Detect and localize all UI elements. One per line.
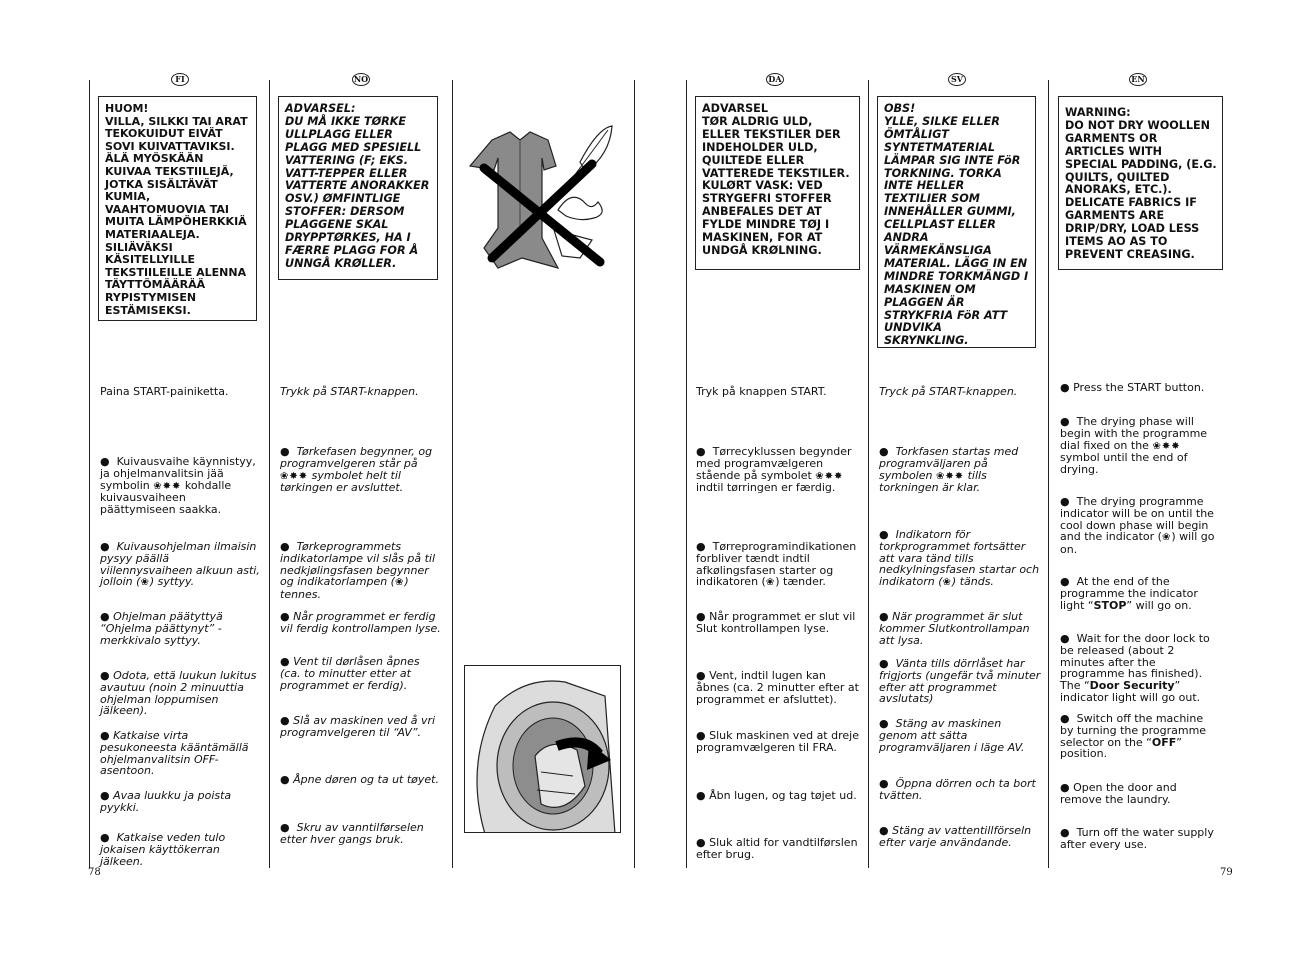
instruction-press-start: ● Press the START button.	[1060, 382, 1220, 394]
instruction-drying-phase: ● The drying phase will begin with the programme dial fixed on the ❀✸✸ symbol until the end of drying.	[1060, 416, 1220, 476]
language-marker-sv: SV	[948, 73, 966, 86]
instruction-switch-off: ● Slå av maskinen ved å vri programvelgeren til “AV”.	[280, 715, 442, 739]
warning-text: WARNING: DO NOT DRY WOOLLEN GARMENTS OR ARTICLES WITH SPECIAL PADDING, (E.G. QUILTS, QUILTED ANORAKS, ETC.). DELICATE FABRICS IF GARMENTS ARE DRIP/DRY, LOAD LESS ITEMS AO AS TO PREVENT CREASING.	[1065, 106, 1217, 261]
instruction-switch-off: ● Katkaise virta pesukoneesta kääntämällä ohjelmanvalitsin OFF-asentoon.	[100, 730, 260, 777]
dial-symbol-icon: ❀✸✸	[1152, 440, 1181, 452]
instruction-cool-down: ● Kuivausohjelman ilmaisin pysyy päällä viilennysvaiheen alkuun asti, jolloin (❀) syttyy.	[100, 541, 260, 589]
fan-symbol-icon: ❀	[942, 577, 952, 589]
instruction-drying-phase: ● Tørkefasen begynner, og programvelgeren står på ❀✸✸ symbolet helt til tørkingen er avsluttet.	[280, 446, 442, 494]
no-dry-garments-figure	[462, 118, 622, 276]
dial-symbol-icon: ❀✸✸	[815, 470, 844, 482]
instruction-drying-phase: ● Tørrecyklussen begynder med programvælgeren stående på symbolet ❀✸✸ indtil tørringen er færdig.	[696, 446, 861, 494]
column-divider	[634, 80, 635, 868]
instruction-cool-down: ● Indikatorn för torkprogrammet fortsätter att vara tänd tills nedkylningsfasen startar och indikatorn (❀) tänds.	[879, 529, 1041, 589]
instruction-end: ● At the end of the programme the indicator light “STOP” will go on.	[1060, 576, 1220, 611]
dial-symbol-icon: ❀✸✸	[280, 470, 309, 482]
page-number-left: 78	[88, 867, 101, 878]
fan-symbol-icon: ❀	[140, 577, 150, 589]
instruction-press-start: Trykk på START-knappen.	[280, 385, 419, 398]
instruction-open-door: ● Avaa luukku ja poista pyykki.	[100, 790, 260, 814]
instruction-cool-down: ● The drying programme indicator will be on until the cool down phase will begin and the indicator (❀) will go on.	[1060, 496, 1220, 556]
instruction-door-lock: ● Vent, indtil lugen kan åbnes (ca. 2 minutter efter at programmet er afsluttet).	[696, 670, 861, 705]
instruction-water-off: ● Turn off the water supply after every use.	[1060, 827, 1220, 851]
warning-box-en	[1058, 96, 1223, 270]
instruction-end: ● Når programmet er ferdig vil ferdig kontrollampen lyse.	[280, 611, 442, 635]
warning-box-no	[278, 96, 438, 280]
fan-symbol-icon: ❀	[394, 577, 405, 589]
instruction-switch-off: ● Stäng av maskinen genom att sätta programväljaren i läge AV.	[879, 718, 1041, 753]
warning-box-da	[695, 96, 860, 270]
column-divider	[269, 80, 270, 868]
warning-box-fi	[98, 96, 257, 321]
instruction-water-off: ● Stäng av vattentillförseln efter varje användande.	[879, 825, 1041, 849]
dial-symbol-icon: ❀✸✸	[153, 480, 182, 492]
warning-text: ADVARSEL: DU MÅ IKKE TØRKE ULLPLAGG ELLER PLAGG MED SPESIELL VATTERING (F; EKS. VATT-TEPPER ELLER VATTERTE ANORAKKER OSV.) ØMFINTLIGE STOFFER: DERSOM PLAGGENE SKAL DRYPPTØRKES, HA I FÆRRE PLAGG FOR Å UNNGÅ KRØLLER.	[285, 102, 430, 270]
open-door-figure	[464, 665, 621, 833]
warning-text: HUOM! VILLA, SILKKI TAI ARAT TEKOKUIDUT EIVÄT SOVI KUIVATTAVIKSI. ÄLÄ MYÖSKÄÄN KUIVAA TEKSTIILEJÄ, JOTKA SISÄLTÄVÄT KUMIA, VAAHTOMUOVIA TAI MUITA LÄMPÖHERKKIÄ MATERIAALEJA. SILIÄVÄKSI KÄSITELLYILLE TEKSTIILEILLE ALENNA TÄYTTÖMÄÄRÄÄ RYPISTYMISEN ESTÄMISEKSI.	[105, 102, 248, 317]
instruction-end: ● Ohjelman päätyttyä “Ohjelma päättynyt” -merkkivalo syttyy.	[100, 611, 260, 646]
instruction-drying-phase: ● Torkfasen startas med programväljaren på symbolen ❀✸✸ tills torkningen är klar.	[879, 446, 1041, 494]
language-marker-da: DA	[766, 73, 784, 86]
language-marker-en: EN	[1129, 73, 1147, 86]
instruction-water-off: ● Skru av vanntilførselen etter hver gangs bruk.	[280, 822, 442, 846]
instruction-cool-down: ● Tørkeprogrammets indikatorlampe vil slås på til nedkjølingsfasen begynner og indikatorlampen (❀) tennes.	[280, 541, 442, 601]
instruction-switch-off: ● Switch off the machine by turning the programme selector on the “OFF” position.	[1060, 713, 1220, 760]
column-divider	[452, 80, 453, 868]
page-number-right: 79	[1220, 867, 1233, 878]
warning-text: ADVARSEL TØR ALDRIG ULD, ELLER TEKSTILER DER INDEHOLDER ULD, QUILTEDE ELLER VATTEREDE TEKSTILER. KULØRT VASK: VED STRYGEFRI STOFFER ANBEFALES DET AT FYLDE MINDRE TØJ I MASKINEN, FOR AT UNDGÅ KRØLNING.	[702, 102, 850, 257]
instruction-end: ● Når programmet er slut vil Slut kontrollampen lyse.	[696, 611, 861, 635]
instruction-door-lock: ● Wait for the door lock to be released (about 2 minutes after the programme has finished). The “Door Security” indicator light will go out.	[1060, 633, 1220, 704]
instruction-open-door: ● Åbn lugen, og tag tøjet ud.	[696, 790, 861, 802]
instruction-water-off: ● Sluk altid for vandtilførslen efter brug.	[696, 837, 861, 861]
instruction-press-start: Tryk på knappen START.	[696, 385, 827, 398]
column-divider	[686, 80, 687, 868]
instruction-open-door: ● Open the door and remove the laundry.	[1060, 782, 1220, 806]
column-divider	[1048, 80, 1049, 868]
language-marker-no: NO	[353, 74, 369, 84]
instruction-open-door: ● Öppna dörren och ta bort tvätten.	[879, 778, 1041, 802]
fan-symbol-icon: ❀	[765, 577, 776, 589]
instruction-cool-down: ● Tørreprogramindikationen forbliver tændt indtil afkølingsfasen starter og indikatoren (❀) tænder.	[696, 541, 861, 589]
instruction-water-off: ● Katkaise veden tulo jokaisen käyttökerran jälkeen.	[100, 832, 260, 867]
language-marker-fi: FI	[171, 73, 189, 86]
warning-text: OBS! YLLE, SILKE ELLER ÖMTÅLIGT SYNTETMATERIAL LÄMPAR SIG INTE FöR TORKNING. TORKA INTE HELLER TEXTILIER SOM INNEHÅLLER GUMMI, CELLPLAST ELLER ANDRA VÄRMEKÄNSLIGA MATERIAL. LÄGG IN EN MINDRE TORKMÄNGD I MASKINEN OM PLAGGEN ÄR STRYKFRIA FöR ATT UNDVIKA SKRYNKLING.	[884, 102, 1029, 348]
instruction-press-start: Tryck på START-knappen.	[879, 385, 1018, 398]
instruction-press-start: Paina START-painiketta.	[100, 385, 229, 398]
dial-symbol-icon: ❀✸✸	[935, 470, 965, 482]
instruction-door-lock: ● Vent til dørlåsen åpnes (ca. to minutter etter at programmet er ferdig).	[280, 656, 442, 691]
instruction-switch-off: ● Sluk maskinen ved at dreje programvælgeren til FRA.	[696, 730, 861, 754]
column-divider	[868, 80, 869, 868]
instruction-drying-phase: ● Kuivausvaihe käynnistyy, ja ohjelmanvalitsin jää symbolin ❀✸✸ kohdalle kuivausvaiheen päättymiseen saakka.	[100, 456, 260, 516]
instruction-door-lock: ● Vänta tills dörrlåset har frigjorts (ungefär två minuter efter att programmet avslutats)	[879, 658, 1041, 705]
fan-symbol-icon: ❀	[1161, 532, 1172, 544]
instruction-open-door: ● Åpne døren og ta ut tøyet.	[280, 774, 442, 786]
warning-box-sv	[877, 96, 1036, 348]
instruction-door-lock: ● Odota, että luukun lukitus avautuu (noin 2 minuuttia ohjelman loppumisen jälkeen).	[100, 670, 260, 717]
column-divider	[89, 80, 90, 868]
instruction-end: ● När programmet är slut kommer Slutkontrollampan att lysa.	[879, 611, 1041, 646]
